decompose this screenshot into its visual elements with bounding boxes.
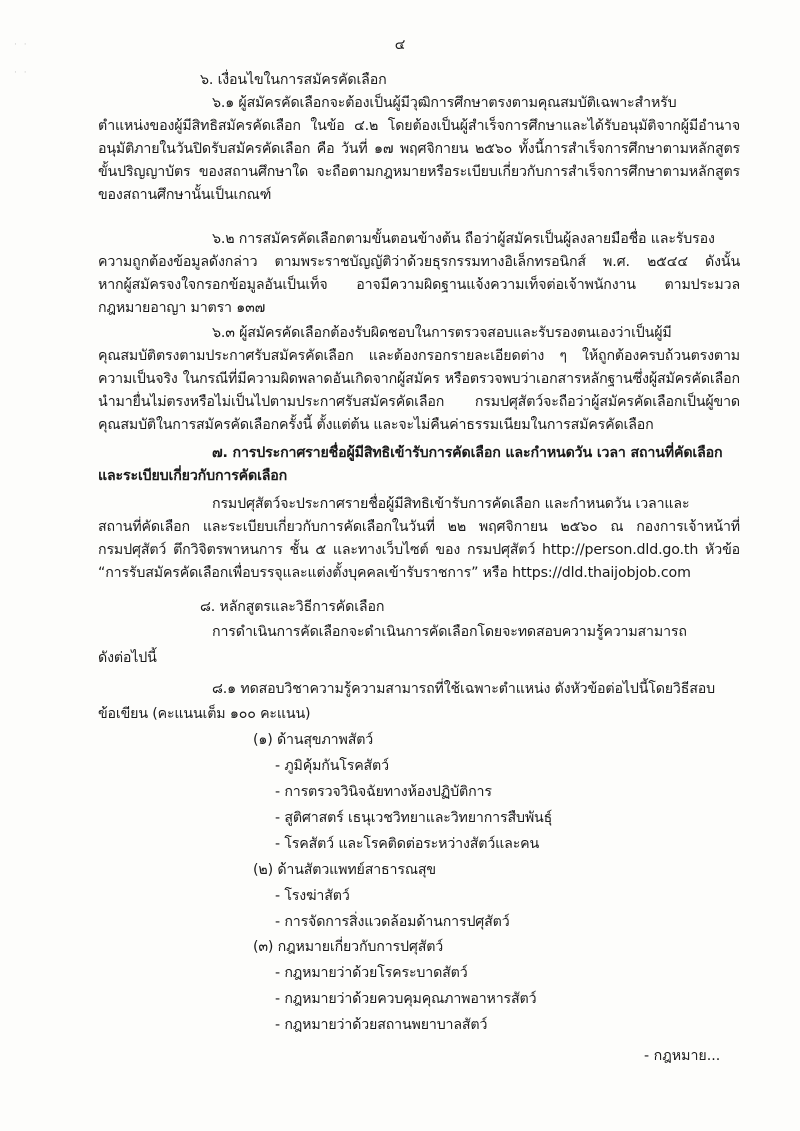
para-7-line: กรมปศุสัตว์จะประกาศรายชื่อผู้มีสิทธิเข้ารับการคัดเลือก และกำหนดวัน เวลาและ bbox=[212, 496, 690, 512]
continuation-marker: - กฎหมาย... bbox=[644, 1048, 721, 1064]
scan-artifact: · · bbox=[14, 40, 29, 50]
para-7-line: กรมปศุสัตว์ ตึกวิจิตรพาหนการ ชั้น ๕ และทางเว็บไซต์ ของ กรมปศุสัตว์ http://person.dld.go.th หัวข้อ bbox=[98, 542, 740, 558]
scan-artifact: · · bbox=[14, 68, 29, 78]
subject-item: - กฎหมายว่าด้วยสถานพยาบาลสัตว์ bbox=[275, 1017, 488, 1033]
section-8-heading: ๘. หลักสูตรและวิธีการคัดเลือก bbox=[200, 599, 385, 615]
para-6-1-line: ๖.๑ ผู้สมัครคัดเลือกจะต้องเป็นผู้มีวุฒิการศึกษาตรงตามคุณสมบัติเฉพาะสำหรับ bbox=[212, 95, 677, 111]
para-8-intro-line: การดำเนินการคัดเลือกจะดำเนินการคัดเลือกโดยจะทดสอบความรู้ความสามารถ bbox=[212, 624, 687, 640]
para-6-1-line: ตำแหน่งของผู้มีสิทธิสมัครคัดเลือก ในข้อ ๔.๒ โดยต้องเป็นผู้สำเร็จการศึกษาและได้รับอนุมัติจากผู้มีอำนาจ bbox=[98, 118, 740, 134]
para-7-line: “การรับสมัครคัดเลือกเพื่อบรรจุและแต่งตั้งบุคคลเข้ารับราชการ” หรือ https://dld.thaijobjob.com bbox=[98, 565, 691, 581]
subject-item: - ภูมิคุ้มกันโรคสัตว์ bbox=[275, 758, 389, 774]
subject-item: - สูติศาสตร์ เธนุเวชวิทยาและวิทยาการสืบพันธุ์ bbox=[275, 810, 553, 826]
subject-item: - โรงฆ่าสัตว์ bbox=[275, 888, 350, 904]
para-8-1-line: ข้อเขียน (คะแนนเต็ม ๑๐๐ คะแนน) bbox=[98, 706, 311, 722]
page-number: ๔ bbox=[394, 37, 406, 53]
para-8-intro-line: ดังต่อไปนี้ bbox=[98, 650, 157, 666]
para-6-1-line: อนุมัติภายในวันปิดรับสมัครคัดเลือก คือ วันที่ ๑๗ พฤศจิกายน ๒๕๖๐ ทั้งนี้การสำเร็จการศึกษาตามหลักสูตร bbox=[98, 141, 740, 157]
subject-item: - การตรวจวินิจฉัยทางห้องปฏิบัติการ bbox=[275, 784, 492, 800]
para-6-1-line: ของสถานศึกษานั้นเป็นเกณฑ์ bbox=[98, 187, 272, 203]
para-6-2-line: หากผู้สมัครจงใจกรอกข้อมูลอันเป็นเท็จ อาจมีความผิดฐานแจ้งความเท็จต่อเจ้าพนักงาน ตามประมวล bbox=[98, 277, 740, 293]
subject-item: - กฎหมายว่าด้วยควบคุมคุณภาพอาหารสัตว์ bbox=[275, 991, 537, 1007]
para-6-2-line: ๖.๒ การสมัครคัดเลือกตามขั้นตอนข้างต้น ถือว่าผู้สมัครเป็นผู้ลงลายมือชื่อ และรับรอง bbox=[212, 231, 715, 247]
subject-item: - กฎหมายว่าด้วยโรคระบาดสัตว์ bbox=[275, 965, 468, 981]
section-7-heading: ๗. การประกาศรายชื่อผู้มีสิทธิเข้ารับการคัดเลือก และกำหนดวัน เวลา สถานที่คัดเลือก bbox=[212, 445, 723, 461]
subject-item: - โรคสัตว์ และโรคติดต่อระหว่างสัตว์และคน bbox=[275, 836, 540, 852]
para-6-3-line: ความเป็นจริง ในกรณีที่มีความผิดพลาดอันเกิดจากผู้สมัคร หรือตรวจพบว่าเอกสารหลักฐานซึ่งผู้สมัครคัดเลือก bbox=[98, 371, 740, 387]
para-6-3-line: ๖.๓ ผู้สมัครคัดเลือกต้องรับผิดชอบในการตรวจสอบและรับรองตนเองว่าเป็นผู้มี bbox=[212, 325, 672, 341]
para-8-1-line: ๘.๑ ทดสอบวิชาความรู้ความสามารถที่ใช้เฉพาะตำแหน่ง ดังหัวข้อต่อไปนี้โดยวิธีสอบ bbox=[212, 681, 715, 697]
subject-3-title: (๓) กฎหมายเกี่ยวกับการปศุสัตว์ bbox=[253, 939, 444, 955]
para-7-line: สถานที่คัดเลือก และระเบียบเกี่ยวกับการคัดเลือกในวันที่ ๒๒ พฤศจิกายน ๒๕๖๐ ณ กองการเจ้าหน้าที่ bbox=[98, 519, 740, 535]
para-6-3-line: คุณสมบัติในการสมัครคัดเลือกครั้งนี้ ตั้งแต่ต้น และจะไม่คืนค่าธรรมเนียมในการสมัครคัดเลือก bbox=[98, 417, 654, 433]
subject-1-title: (๑) ด้านสุขภาพสัตว์ bbox=[253, 732, 374, 748]
para-6-2-line: กฎหมายอาญา มาตรา ๑๓๗ bbox=[98, 300, 266, 316]
section-7-heading: และระเบียบเกี่ยวกับการคัดเลือก bbox=[98, 468, 288, 484]
subject-item: - การจัดการสิ่งแวดล้อมด้านการปศุสัตว์ bbox=[275, 914, 510, 930]
para-6-3-line: คุณสมบัติตรงตามประกาศรับสมัครคัดเลือก และต้องกรอกรายละเอียดต่าง ๆ ให้ถูกต้องครบถ้วนตรงตาม bbox=[98, 348, 740, 364]
para-6-2-line: ความถูกต้องข้อมูลดังกล่าว ตามพระราชบัญญัติว่าด้วยธุรกรรมทางอิเล็กทรอนิกส์ พ.ศ. ๒๕๔๔ ดังนั้น bbox=[98, 254, 740, 270]
subject-2-title: (๒) ด้านสัตวแพทย์สาธารณสุข bbox=[253, 862, 436, 878]
para-6-1-line: ขั้นปริญญาบัตร ของสถานศึกษาใด จะถือตามกฎหมายหรือระเบียบเกี่ยวกับการสำเร็จการศึกษาตามหลักสูตร bbox=[98, 164, 740, 180]
para-6-3-line: นำมายื่นไม่ตรงหรือไม่เป็นไปตามประกาศรับสมัครคัดเลือก กรมปศุสัตว์จะถือว่าผู้สมัครคัดเลือกเป็นผู้ขาด bbox=[98, 394, 740, 410]
section-6-heading: ๖. เงื่อนไขในการสมัครคัดเลือก bbox=[200, 72, 387, 88]
